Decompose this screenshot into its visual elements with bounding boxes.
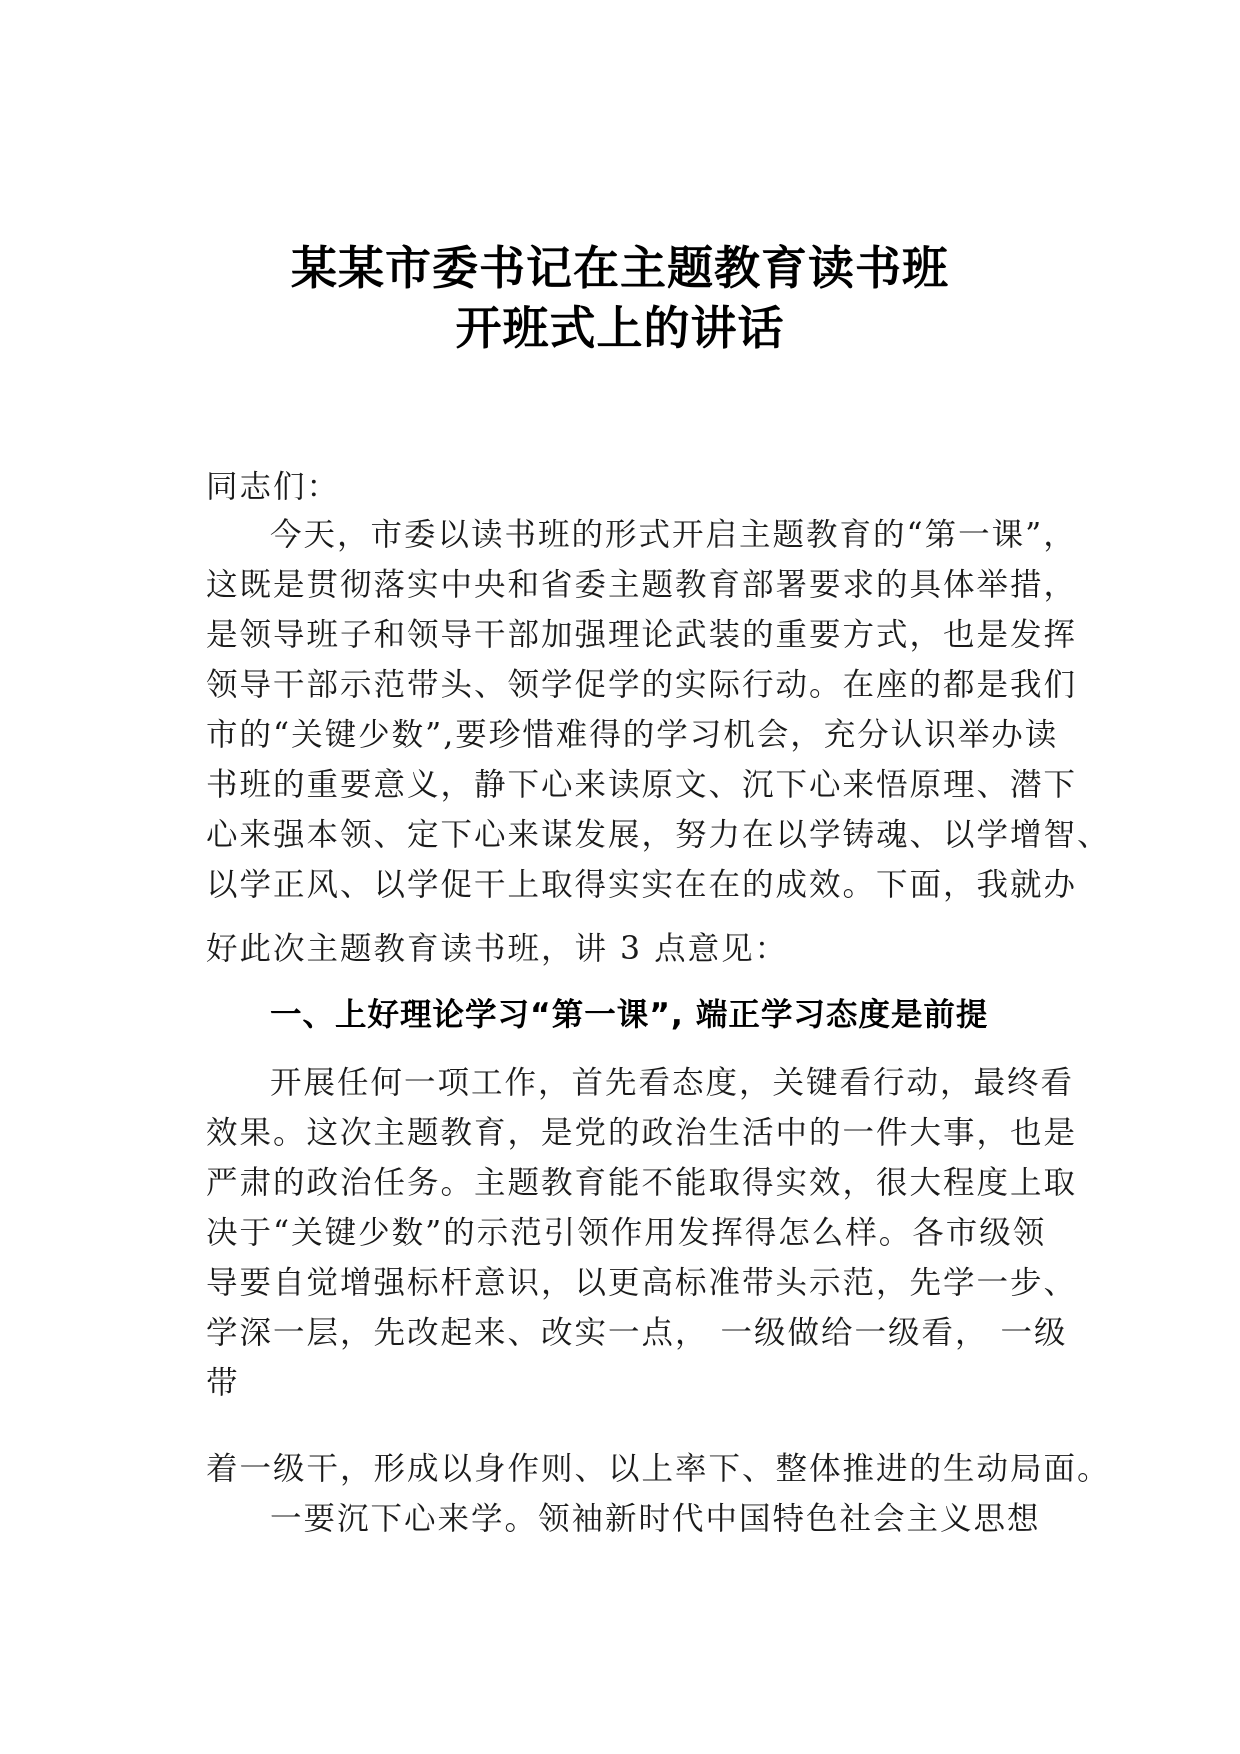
paragraph-line: 以学正风、以学促干上取得实实在在的成效。下面，我就办 [206, 867, 1078, 903]
paragraph-line: 今天，市委以读书班的形式开启主题教育的“第一课”， [270, 517, 1077, 553]
paragraph-line: 决于“关键少数”的示范引领作用发挥得怎么样。各市级领 [206, 1215, 1047, 1251]
salutation [206, 462, 1066, 512]
title-line-2: 开班式上的讲话 [455, 301, 785, 355]
title-line-1: 某某市委书记在主题教育读书班 [291, 241, 949, 295]
paragraph-line: 效果。这次主题教育，是党的政治生活中的一件大事，也是 [206, 1115, 1078, 1151]
paragraph-1 [206, 510, 1111, 974]
paragraph-line: 好此次主题教育读书班，讲 3 点意见： [206, 931, 789, 967]
salutation-text: 同志们： [206, 469, 341, 505]
paragraph-line: 市的“关键少数”,要珍惜难得的学习机会，充分认识举办读 [206, 717, 1059, 753]
paragraph-line: 是领导班子和领导干部加强理论武装的重要方式，也是发挥 [206, 617, 1078, 653]
paragraph-line: 严肃的政治任务。主题教育能不能取得实效，很大程度上取 [206, 1165, 1078, 1201]
paragraph-line: 这既是贯彻落实中央和省委主题教育部署要求的具体举措， [206, 567, 1078, 603]
paragraph-line: 开展任何一项工作，首先看态度，关键看行动，最终看 [270, 1065, 1075, 1101]
paragraph-line: 着一级干，形成以身作则、以上率下、整体推进的生动局面。 [206, 1451, 1111, 1487]
section-heading-1 [206, 990, 1066, 1040]
paragraph-2 [206, 1058, 1111, 1544]
paragraph-line: 一要沉下心来学。领袖新时代中国特色社会主义思想 [270, 1501, 1041, 1537]
document-title [0, 238, 1240, 358]
paragraph-line: 学深一层，先改起来、改实一点， 一级做给一级看， 一级 [206, 1315, 1068, 1351]
paragraph-line: 带 [206, 1365, 240, 1401]
paragraph-line: 书班的重要意义，静下心来读原文、沉下心来悟原理、潜下 [206, 767, 1078, 803]
paragraph-line: 导要自觉增强标杆意识，以更高标准带头示范，先学一步、 [206, 1265, 1078, 1301]
paragraph-line: 心来强本领、定下心来谋发展，努力在以学铸魂、以学增智、 [206, 817, 1111, 853]
section-heading-text: 一、上好理论学习“第一课”, 端正学习态度是前提 [270, 997, 989, 1033]
paragraph-line: 领导干部示范带头、领学促学的实际行动。在座的都是我们 [206, 667, 1078, 703]
